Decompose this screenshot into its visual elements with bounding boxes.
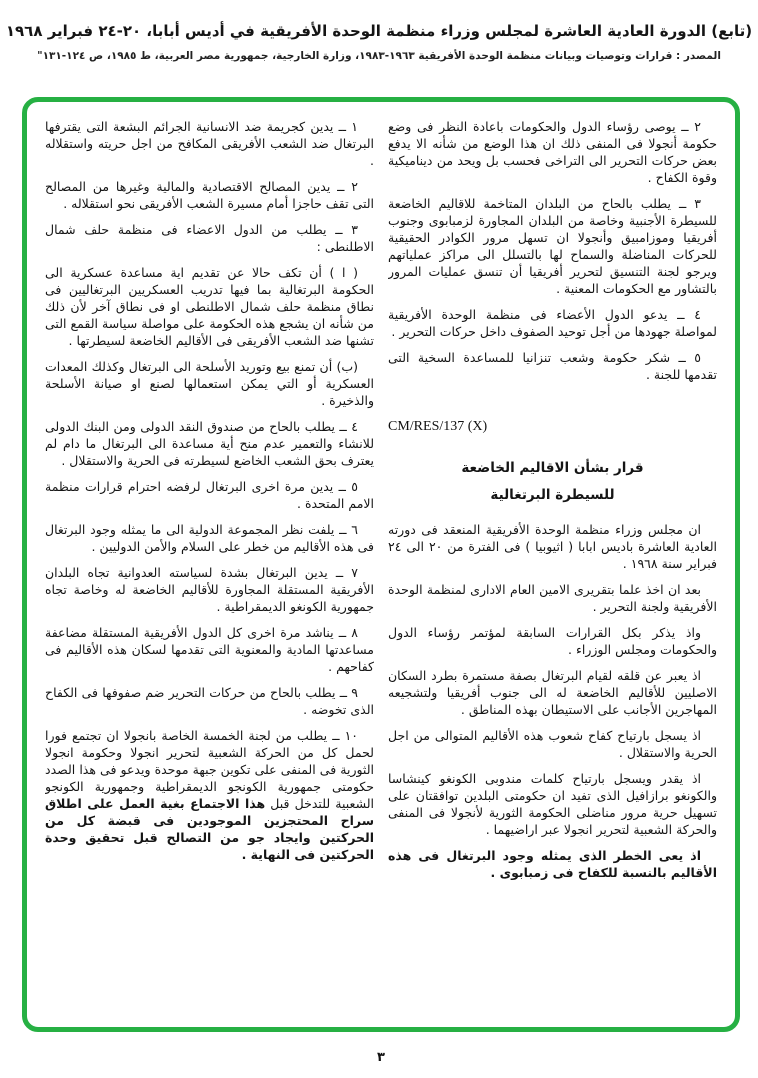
resolution-heading-line1: قرار بشأن الاقاليم الخاضعة [461, 460, 644, 476]
content-border-box [22, 97, 740, 1032]
operative-item-9: ٩ ــ يطلب بالحاح من حركات التحرير ضم صفوفها فى الكفاح الذى تخوضه . [45, 685, 374, 717]
source-citation: المصدر : قرارات وتوصيات وبيانات منظمة الوحدة الأفريقية ١٩٦٣-١٩٨٣، وزارة الخارجية، جمهورية مصر العربية، ط ١٩٨٥، ص ١٢٤-١٣١" [37, 50, 721, 62]
operative-item-3b: (ب) أن تمنع بيع وتوريد الأسلحة الى البرتغال وكذلك المعدات العسكرية أو التي يمكن استعمالها لصنع او صيانة الأسلحة والذخيرة . [45, 359, 374, 408]
operative-item-3a: ( ا ) أن تكف حالا عن تقديم اية مساعدة عسكرية الى الحكومة البرتغالية بما فيها تدريب العسكريين البرتغاليين فى نطاق منظمة حلف شمال الاطلنطى او فى نطاق آخر لأن ذلك من شأنه ان يشجع هذه الحكومة على مواصلة سياسة القمع التى تشنها ضد الشعب الأفريقى فى الأقاليم الخاضعة لسيطرتها . [45, 265, 374, 348]
preamble-danger-bold: اذ يعى الخطر الذى يمثله وجود البرتغال فى هذه الأقاليم بالنسبة للكفاح فى زمبابوى . [388, 848, 717, 880]
resolution-item-4: ٤ ــ يدعو الدول الأعضاء فى منظمة الوحدة الأفريقية لمواصلة جهودها من أجل توحيد الصفوف داخل حركات التحرير . [388, 307, 717, 339]
operative-item-10-normal: ١٠ ــ يطلب من لجنة الخمسة الخاصة بانجولا ان تجتمع فورا لحمل كل من الحركة الشعبية لتحرير انجولا وحكومة انجولا الثورية فى المنفى على تكوين جبهة موحدة ويدعو فى هذا الصدد حكومتى جمهورية الكونجو الديمقراطية وجمهورية الكونجو الشعبية للتدخل قبل [45, 728, 374, 811]
preamble-noting-struggle: اذ يسجل بارتياح كفاح شعوب هذه الأقاليم المتوالى من اجل الحرية والاستقلال . [388, 728, 717, 760]
column-left [45, 118, 374, 1015]
resolution-item-3: ٣ ــ يطلب بالحاح من البلدان المتاخمة للاقاليم الخاضعة للسيطرة الأجنبية وخاصة من البلدان المجاورة لزمبابوى وجنوب أفريقيا وموزامبيق وأنجولا ان تسهل مرور الكوادر الحقيقية للحركات المناضلة والسماح لها بالتسلل الى مراكز عملياتهم ويرجو لجنة التنسيق لتحرير أفريقيا أن تنسق عمليات المرور بالتشاور مع الحكومات المعنية . [388, 196, 717, 296]
resolution-heading [388, 455, 717, 509]
page-header [0, 22, 758, 62]
operative-item-10-bold: هذا الاجتماع بغية العمل على اطلاق سراح المحتجزين الموجودين فى قبضة كل من الحركتين وايجاد جو من التصالح قبل تحقيق وحدة الحركتين فى النهاية . [45, 796, 374, 862]
page-title: (تابع) الدورة العادية العاشرة لمجلس وزراء منظمة الوحدة الأفريقية في أديس أبابا، ٢٠-٢٤ فبراير ١٩٦٨ [5, 22, 753, 40]
resolution-code: CM/RES/137 (X) [388, 419, 488, 434]
page-number: ٣ [377, 1050, 385, 1065]
resolution-item-5: ٥ ــ شكر حكومة وشعب تنزانيا للمساعدة السخية التى تقدمها للجنة . [388, 350, 717, 382]
operative-item-4: ٤ ــ يطلب بالحاح من صندوق النقد الدولى ومن البنك الدولى للانشاء والتعمير عدم منح أية مساعدة الى البرتغال ما دام لم يعترف بحق الشعب الخاضع لسيطرته فى الحرية والاستقلال . [45, 419, 374, 468]
preamble-session: ان مجلس وزراء منظمة الوحدة الأفريقية المنعقد فى دورته العادية العاشرة باديس ابابا ( اثيوبيا ) فى الفترة من ٢٠ الى ٢٤ فبراير سنة ١٩٦٨ . [388, 522, 717, 571]
two-column-layout [45, 118, 717, 1015]
operative-item-5: ٥ ــ يدين مرة اخرى البرتغال لرفضه احترام قرارات منظمة الامم المتحدة . [45, 479, 374, 511]
operative-item-1: ١ ــ يدين كجريمة ضد الانسانية الجرائم البشعة التى يقترفها البرتغال ضد الشعب الأفريقى المكافح من اجل حريته واستقلاله . [45, 119, 374, 168]
resolution-heading-line2: للسيطرة البرتغالية [490, 487, 615, 503]
preamble-recalling: واذ يذكر بكل القرارات السابقة لمؤتمر رؤساء الدول والحكومات ومجلس الوزراء . [388, 625, 717, 657]
preamble-reports: بعد ان اخذ علما بتقريرى الامين العام الادارى لمنظمة الوحدة الأفريقية ولجنة التحرير . [388, 582, 717, 614]
operative-item-2: ٢ ــ يدين المصالح الاقتصادية والمالية وغيرها من المصالح التى تقف حاجزا أمام مسيرة الشعب الأفريقى نحو استقلاله . [45, 179, 374, 211]
preamble-congo-delegates: اذ يقدر ويسجل بارتياح كلمات مندوبى الكونغو كينشاسا والكونغو برازافيل الذى تفيد ان حكومتى البلدين توافقتان على تسهيل حرية مرور مناضلى الحكومة الثورية لأنجولا فى المنفى والحركة الشعبية لتحرير انجولا عبر اراضيهما . [388, 771, 717, 837]
resolution-item-2: ٢ ــ يوصى رؤساء الدول والحكومات باعادة النظر فى وضع حكومة أنجولا فى المنفى ذلك ان هذا الوضع من شأنه الا يدفع بعض حركات التحرير الى التراخى فحسب بل ويحد من ديناميكية وقوة الكفاح . [388, 119, 717, 185]
operative-item-6: ٦ ــ يلفت نظر المجموعة الدولية الى ما يمثله وجود البرتغال فى هذه الأقاليم من خطر على السلام والأمن الدوليين . [45, 522, 374, 554]
column-right [388, 118, 717, 1015]
operative-item-7: ٧ ــ يدين البرتغال بشدة لسياسته العدوانية تجاه البلدان الأفريقية المستقلة المجاورة للأقاليم الخاضعة له وخاصة تجاه جمهورية الكونغو الديمقراطية . [45, 565, 374, 614]
operative-item-10 [45, 727, 374, 863]
preamble-concern: اذ يعبر عن قلقه لقيام البرتغال بصفة مستمرة بطرد السكان الاصليين للأقاليم الخاضعة له الى جنوب أفريقيا ولتشجيعه المهاجرين الأجانب على الاستيطان بهذه المناطق . [388, 668, 717, 717]
operative-item-3: ٣ ــ يطلب من الدول الاعضاء فى منظمة حلف شمال الاطلنطى : [45, 222, 374, 254]
operative-item-8: ٨ ــ يناشد مرة اخرى كل الدول الأفريقية المستقلة مضاعفة مساعدتها المادية والمعنوية التى تقدمها لسكان هذه الأقاليم فى كفاحهم . [45, 625, 374, 674]
